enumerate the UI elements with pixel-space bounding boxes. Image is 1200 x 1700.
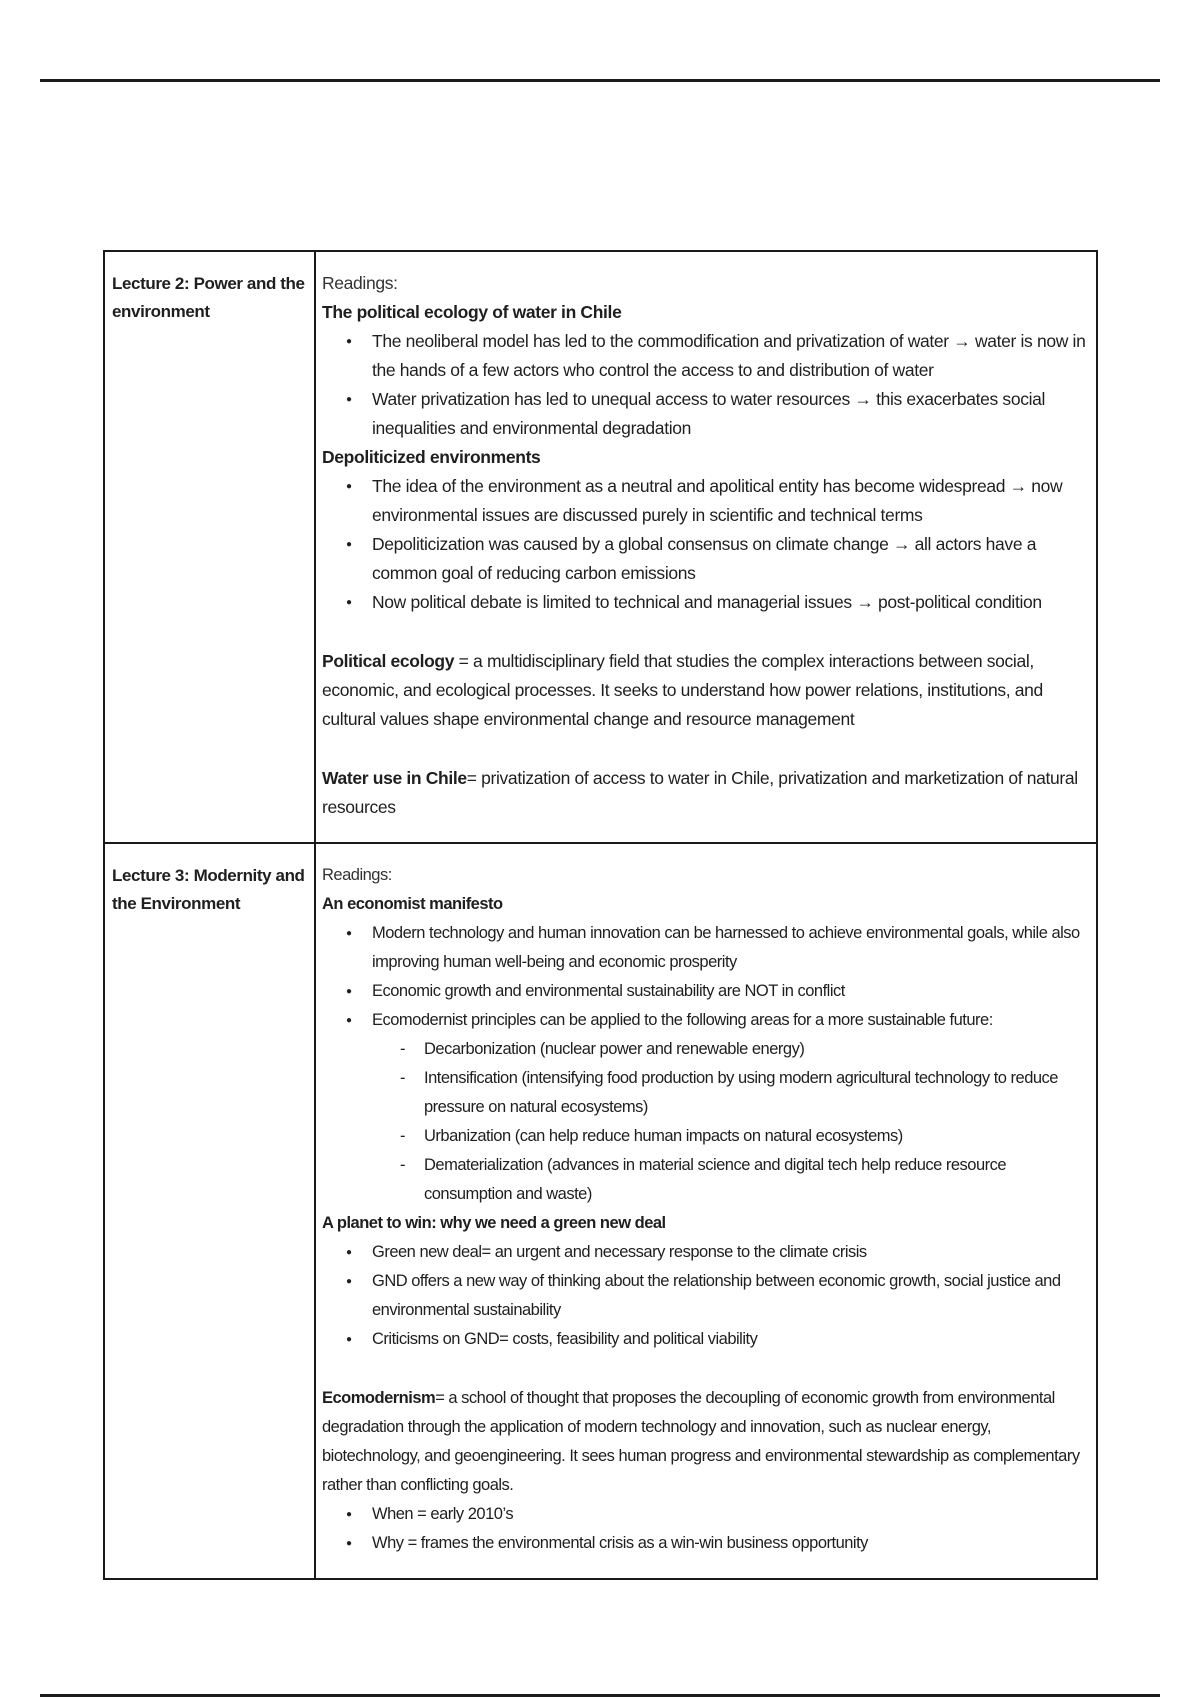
section-heading: An economist manifesto bbox=[322, 895, 503, 913]
sub-bullet-list bbox=[372, 1035, 1086, 1209]
list-item: ● Water privatization has led to unequal access to water resources → this exacerbates social inequalities and environmental degradation bbox=[372, 385, 1086, 443]
definition-text: = privatization of access to water in Chile, privatization and marketization of natural resources bbox=[322, 768, 1078, 817]
section-heading: Depoliticized environments bbox=[322, 447, 541, 467]
list-item: ● Why = frames the environmental crisis as a win-win business opportunity bbox=[372, 1529, 1086, 1558]
bullet-list bbox=[322, 1238, 1086, 1354]
lecture-content bbox=[315, 251, 1097, 843]
sub-list-item: - Intensification (intensifying food production by using modern agricultural technology to reduce pressure on natural ecosystems) bbox=[424, 1064, 1086, 1122]
list-item: ● Economic growth and environmental sustainability are NOT in conflict bbox=[372, 977, 1086, 1006]
bullet-list bbox=[322, 919, 1086, 1209]
definition bbox=[322, 764, 1086, 822]
sub-list-item: - Decarbonization (nuclear power and renewable energy) bbox=[424, 1035, 1086, 1064]
definition bbox=[322, 647, 1086, 734]
list-item: ● When = early 2010’s bbox=[372, 1500, 1086, 1529]
list-item: ● Modern technology and human innovation can be harnessed to achieve environmental goals, while also improving human well-being and economic prosperity bbox=[372, 919, 1086, 977]
definition-text: = a multidisciplinary field that studies the complex interactions between social, economic, and ecological processes. It seeks to understand how power relations, institutions, and cultural values shape environmental change and resource management bbox=[322, 651, 1043, 729]
bullet-list bbox=[322, 327, 1086, 443]
bottom-rule bbox=[40, 1694, 1160, 1697]
list-item: ● The neoliberal model has led to the commodification and privatization of water → water is now in the hands of a few actors who control the access to and distribution of water bbox=[372, 327, 1086, 385]
lecture-content bbox=[315, 843, 1097, 1579]
definition-term: Water use in Chile bbox=[322, 768, 467, 788]
lecture-notes-table bbox=[103, 250, 1098, 1580]
top-rule bbox=[40, 79, 1160, 82]
list-item: ● The idea of the environment as a neutral and apolitical entity has become widespread → now environmental issues are discussed purely in scientific and technical terms bbox=[372, 472, 1086, 530]
lecture-title: Lecture 3: Modernity and the Environment bbox=[104, 843, 315, 1579]
list-item bbox=[372, 1006, 1086, 1209]
definition-text: = a school of thought that proposes the decoupling of economic growth from environmental degradation through the application of modern technology and innovation, such as nuclear energy, biotechnology, and geoengineering. It sees human progress and environmental stewardship as complementary rather than conflicting goals. bbox=[322, 1389, 1080, 1494]
list-item: ● Green new deal= an urgent and necessary response to the climate crisis bbox=[372, 1238, 1086, 1267]
bullet-list bbox=[322, 1500, 1086, 1558]
table-row bbox=[104, 251, 1097, 843]
list-item: ● Criticisms on GND= costs, feasibility and political viability bbox=[372, 1325, 1086, 1354]
sub-list-item: - Dematerialization (advances in material science and digital tech help reduce resource consumption and waste) bbox=[424, 1151, 1086, 1209]
readings-label: Readings: bbox=[322, 273, 398, 293]
list-item: ● Depoliticization was caused by a global consensus on climate change → all actors have a common goal of reducing carbon emissions bbox=[372, 530, 1086, 588]
bullet-list bbox=[322, 472, 1086, 617]
readings-label: Readings: bbox=[322, 866, 392, 884]
table-row bbox=[104, 843, 1097, 1579]
section-heading: A planet to win: why we need a green new deal bbox=[322, 1214, 666, 1232]
section-heading: The political ecology of water in Chile bbox=[322, 302, 622, 322]
definition-term: Political ecology bbox=[322, 651, 455, 671]
lecture-title: Lecture 2: Power and the environment bbox=[104, 251, 315, 843]
list-item-text: Ecomodernist principles can be applied to the following areas for a more sustainable future: bbox=[372, 1011, 993, 1029]
list-item: ● Now political debate is limited to technical and managerial issues → post-political condition bbox=[372, 588, 1086, 617]
list-item: ● GND offers a new way of thinking about the relationship between economic growth, social justice and environmental sustainability bbox=[372, 1267, 1086, 1325]
sub-list-item: - Urbanization (can help reduce human impacts on natural ecosystems) bbox=[424, 1122, 1086, 1151]
definition bbox=[322, 1384, 1086, 1500]
definition-term: Ecomodernism bbox=[322, 1389, 436, 1407]
